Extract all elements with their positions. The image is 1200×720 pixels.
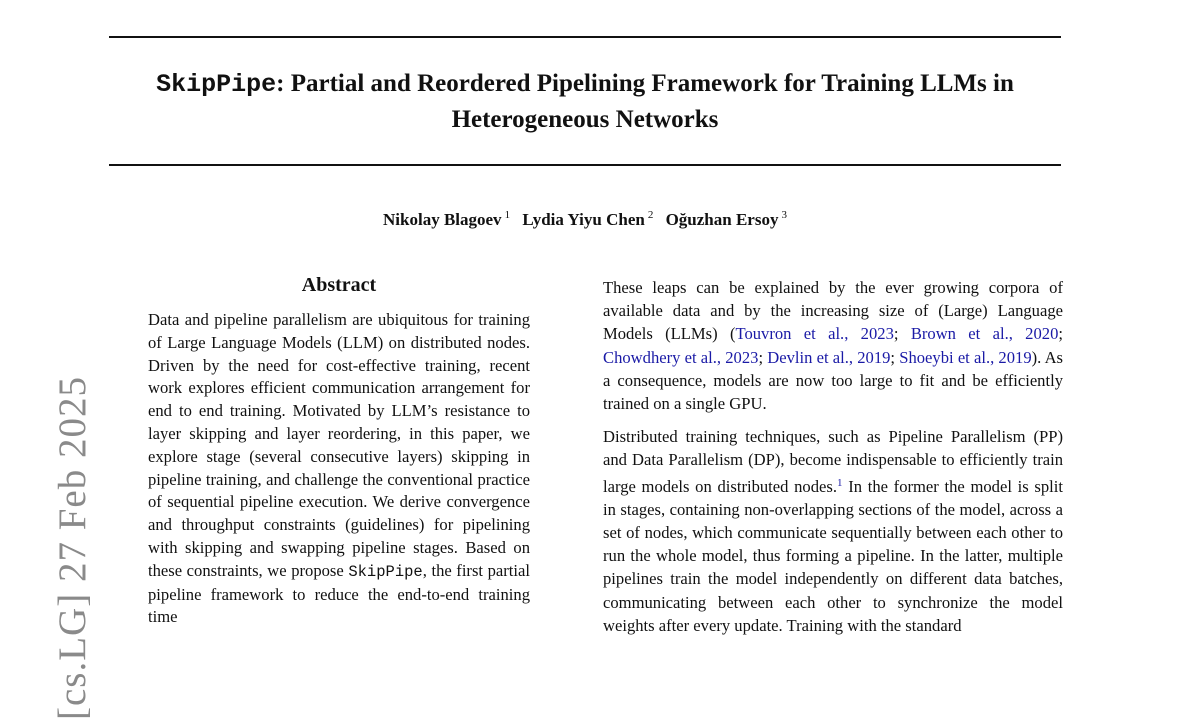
citation-link[interactable]: Shoeybi et al., 2019 (899, 347, 1032, 367)
citation-link[interactable]: Touvron et al., 2023 (735, 324, 894, 344)
author: Lydia Yiyu Chen $^2$ (522, 209, 654, 229)
intro-column (603, 276, 1063, 647)
arxiv-identifier-stamp: [cs.LG] 27 Feb 2025 (51, 376, 94, 720)
footnote-link[interactable]: 1 (837, 476, 843, 489)
citation-separator: ; (758, 347, 768, 367)
title-top-rule (109, 36, 1061, 38)
abstract-heading: Abstract (301, 274, 377, 296)
citation-separator: ; (893, 324, 911, 344)
title-system-name: SkipPipe (156, 70, 277, 99)
intro-paragraph-2: Distributed training techniques, such as Pipeline Parallelism (PP) and Data Parallelism (DP), become indispensable to efficiently train large models on distributed nodes.$^1$ In the former the model is split in stages, containing non-overlapping sections of the model, across a set of nodes, which communicate sequentially between each other to run the whole model, thus forming a pipeline. In the latter, multiple pipelines train the model independently on different data batches, communicating between each other to synchronize the model weights after every update. Training with the standard (603, 427, 1063, 635)
abstract-system-name: SkipPipe (348, 562, 423, 581)
author: Nikolay Blagoev $^1$ (383, 209, 511, 229)
citation-separator: ; (1058, 324, 1063, 344)
author: Oğuzhan Ersoy $^3$ (665, 209, 787, 229)
title-text: : Partial and Reordered Pipelining Framework for Training LLMs in Heterogeneous Networks (276, 70, 1014, 133)
citation-link[interactable]: Brown et al., 2020 (910, 324, 1059, 344)
abstract-text-continued: , the first partial pipeline framework to reduce the end-to-end training time (148, 560, 530, 627)
paper-title (109, 66, 1061, 137)
citation-separator: ; (890, 347, 900, 367)
abstract-text: Data and pipeline parallelism are ubiquitous for training of Large Language Models (LLM) on distributed nodes. Driven by the need for cost-effective training, recent work explores efficient communication arrangement for end to end training. Motivated by LLM’s resistance to layer skipping and layer reordering, in this paper, we explore stage (several consecutive layers) skipping in pipeline training, and challenge the conventional practice of sequential pipeline execution. We derive convergence and throughput constraints (guidelines) for pipelining with skipping and swapping pipeline stages. Based on these constraints, we propose (148, 310, 530, 580)
abstract-body (148, 309, 530, 629)
author-list (109, 209, 1061, 230)
citation-link[interactable]: Devlin et al., 2019 (767, 347, 891, 367)
citation-link[interactable]: Chowdhery et al., 2023 (603, 347, 759, 367)
intro-paragraph-1: These leaps can be explained by the ever growing corpora of available data and by the increasing size of (Large) Language Models (LLMs) (Touvron et al., 2023; Brown et al., 2020; Chowdhery et al., 2023; Devlin et al., 2019; Shoeybi et al., 2019). As a consequence, models are now too large to fit and be efficiently trained on a single GPU. (603, 278, 1064, 414)
title-bottom-rule (109, 164, 1061, 166)
